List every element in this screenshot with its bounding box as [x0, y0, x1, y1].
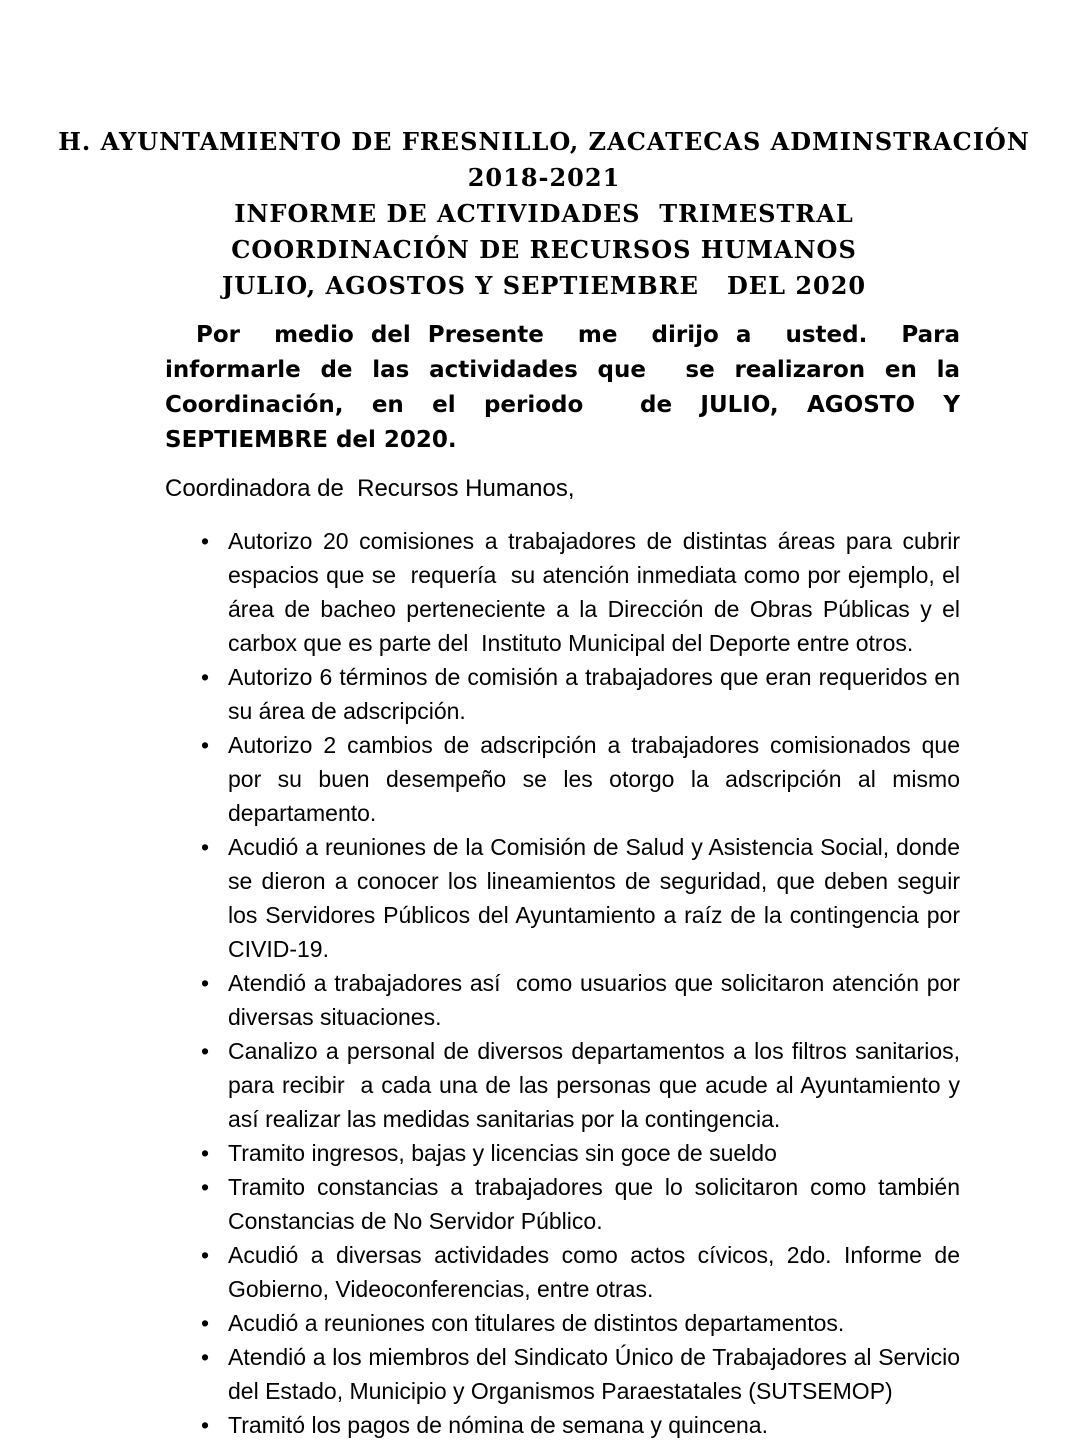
activity-text: Tramitó los pagos de nómina de semana y quincena.: [228, 1412, 768, 1438]
activity-item-9: [165, 1238, 967, 1306]
activity-text: Tramito ingresos, bajas y licencias sin goce de sueldo: [228, 1140, 777, 1166]
activity-text: Tramito constancias a trabajadores que lo solicitaron como también Constancias de No Servidor Público.: [228, 1174, 967, 1234]
activity-item-12: [165, 1408, 960, 1442]
activity-text: Atendió a los miembros del Sindicato Único de Trabajadores al Servicio del Estado, Municipio y Organismos Paraestatales (SUTSEMOP): [228, 1344, 967, 1404]
activity-item-1: [165, 524, 967, 660]
activity-item-4: [165, 830, 967, 966]
bullet-icon: •: [201, 1174, 210, 1200]
activity-text: Autorizo 6 términos de comisión a trabajadores que eran requeridos en su área de adscripción.: [228, 664, 967, 724]
document-title: [0, 124, 1088, 304]
bullet-icon: •: [201, 834, 210, 860]
activity-text: Acudió a diversas actividades como actos cívicos, 2do. Informe de Gobierno, Videoconferencias, entre otras.: [228, 1242, 967, 1302]
activity-item-10: [165, 1306, 960, 1340]
activity-item-11: [165, 1340, 967, 1408]
title-line-4: COORDINACIÓN DE RECURSOS HUMANOS: [231, 235, 857, 264]
activity-item-3: [165, 728, 967, 830]
activity-text: Autorizo 20 comisiones a trabajadores de distintas áreas para cubrir espacios que se requería su atención inmediata como por ejemplo, el área de bacheo perteneciente a la Dirección de Obras Públicas y el carbox que es parte del Instituto Municipal del Deporte entre otros.: [228, 528, 967, 656]
document-body: [165, 318, 977, 1442]
activity-item-2: [165, 660, 967, 728]
bullet-icon: •: [201, 528, 210, 554]
title-line-5: JULIO, AGOSTOS Y SEPTIEMBRE DEL 2020: [221, 271, 867, 300]
bullet-icon: •: [201, 1038, 210, 1064]
activity-item-6: [165, 1034, 967, 1136]
bullet-icon: •: [201, 970, 210, 996]
activity-text: Acudió a reuniones con titulares de distintos departamentos.: [228, 1310, 845, 1336]
title-line-2: 2018-2021: [467, 163, 621, 192]
activities-list: [165, 524, 967, 1442]
bullet-icon: •: [201, 1140, 210, 1166]
title-line-3: INFORME DE ACTIVIDADES TRIMESTRAL: [234, 199, 854, 228]
bullet-icon: •: [201, 732, 210, 758]
intro-paragraph: Por medio del Presente me dirijo a usted. Para informarle de las actividades que se realizaron en la Coordinación, en el periodo de JULIO, AGOSTO Y SEPTIEMBRE del 2020.: [165, 322, 977, 453]
bullet-icon: •: [201, 1412, 210, 1438]
title-line-1: H. AYUNTAMIENTO DE FRESNILLO, ZACATECAS ADMINSTRACIÓN: [58, 127, 1030, 156]
bullet-icon: •: [201, 664, 210, 690]
activity-item-5: [165, 966, 967, 1034]
activity-text: Autorizo 2 cambios de adscripción a trabajadores comisionados que por su buen desempeño se les otorgo la adscripción al mismo departamento.: [228, 732, 967, 826]
bullet-icon: •: [201, 1344, 210, 1370]
activity-item-7: [165, 1136, 960, 1170]
salutation-line: Coordinadora de Recursos Humanos,: [165, 475, 575, 502]
activity-text: Canalizo a personal de diversos departamentos a los filtros sanitarios, para recibir a cada una de las personas que acude al Ayuntamiento y así realizar las medidas sanitarias por la contingencia.: [228, 1038, 967, 1132]
activity-text: Atendió a trabajadores así como usuarios que solicitaron atención por diversas situaciones.: [228, 970, 967, 1030]
bullet-icon: •: [201, 1242, 210, 1268]
activity-item-8: [165, 1170, 967, 1238]
activity-text: Acudió a reuniones de la Comisión de Salud y Asistencia Social, donde se dieron a conocer los lineamientos de seguridad, que deben seguir los Servidores Públicos del Ayuntamiento a raíz de la contingencia por CIVID-19.: [228, 834, 967, 962]
bullet-icon: •: [201, 1310, 210, 1336]
